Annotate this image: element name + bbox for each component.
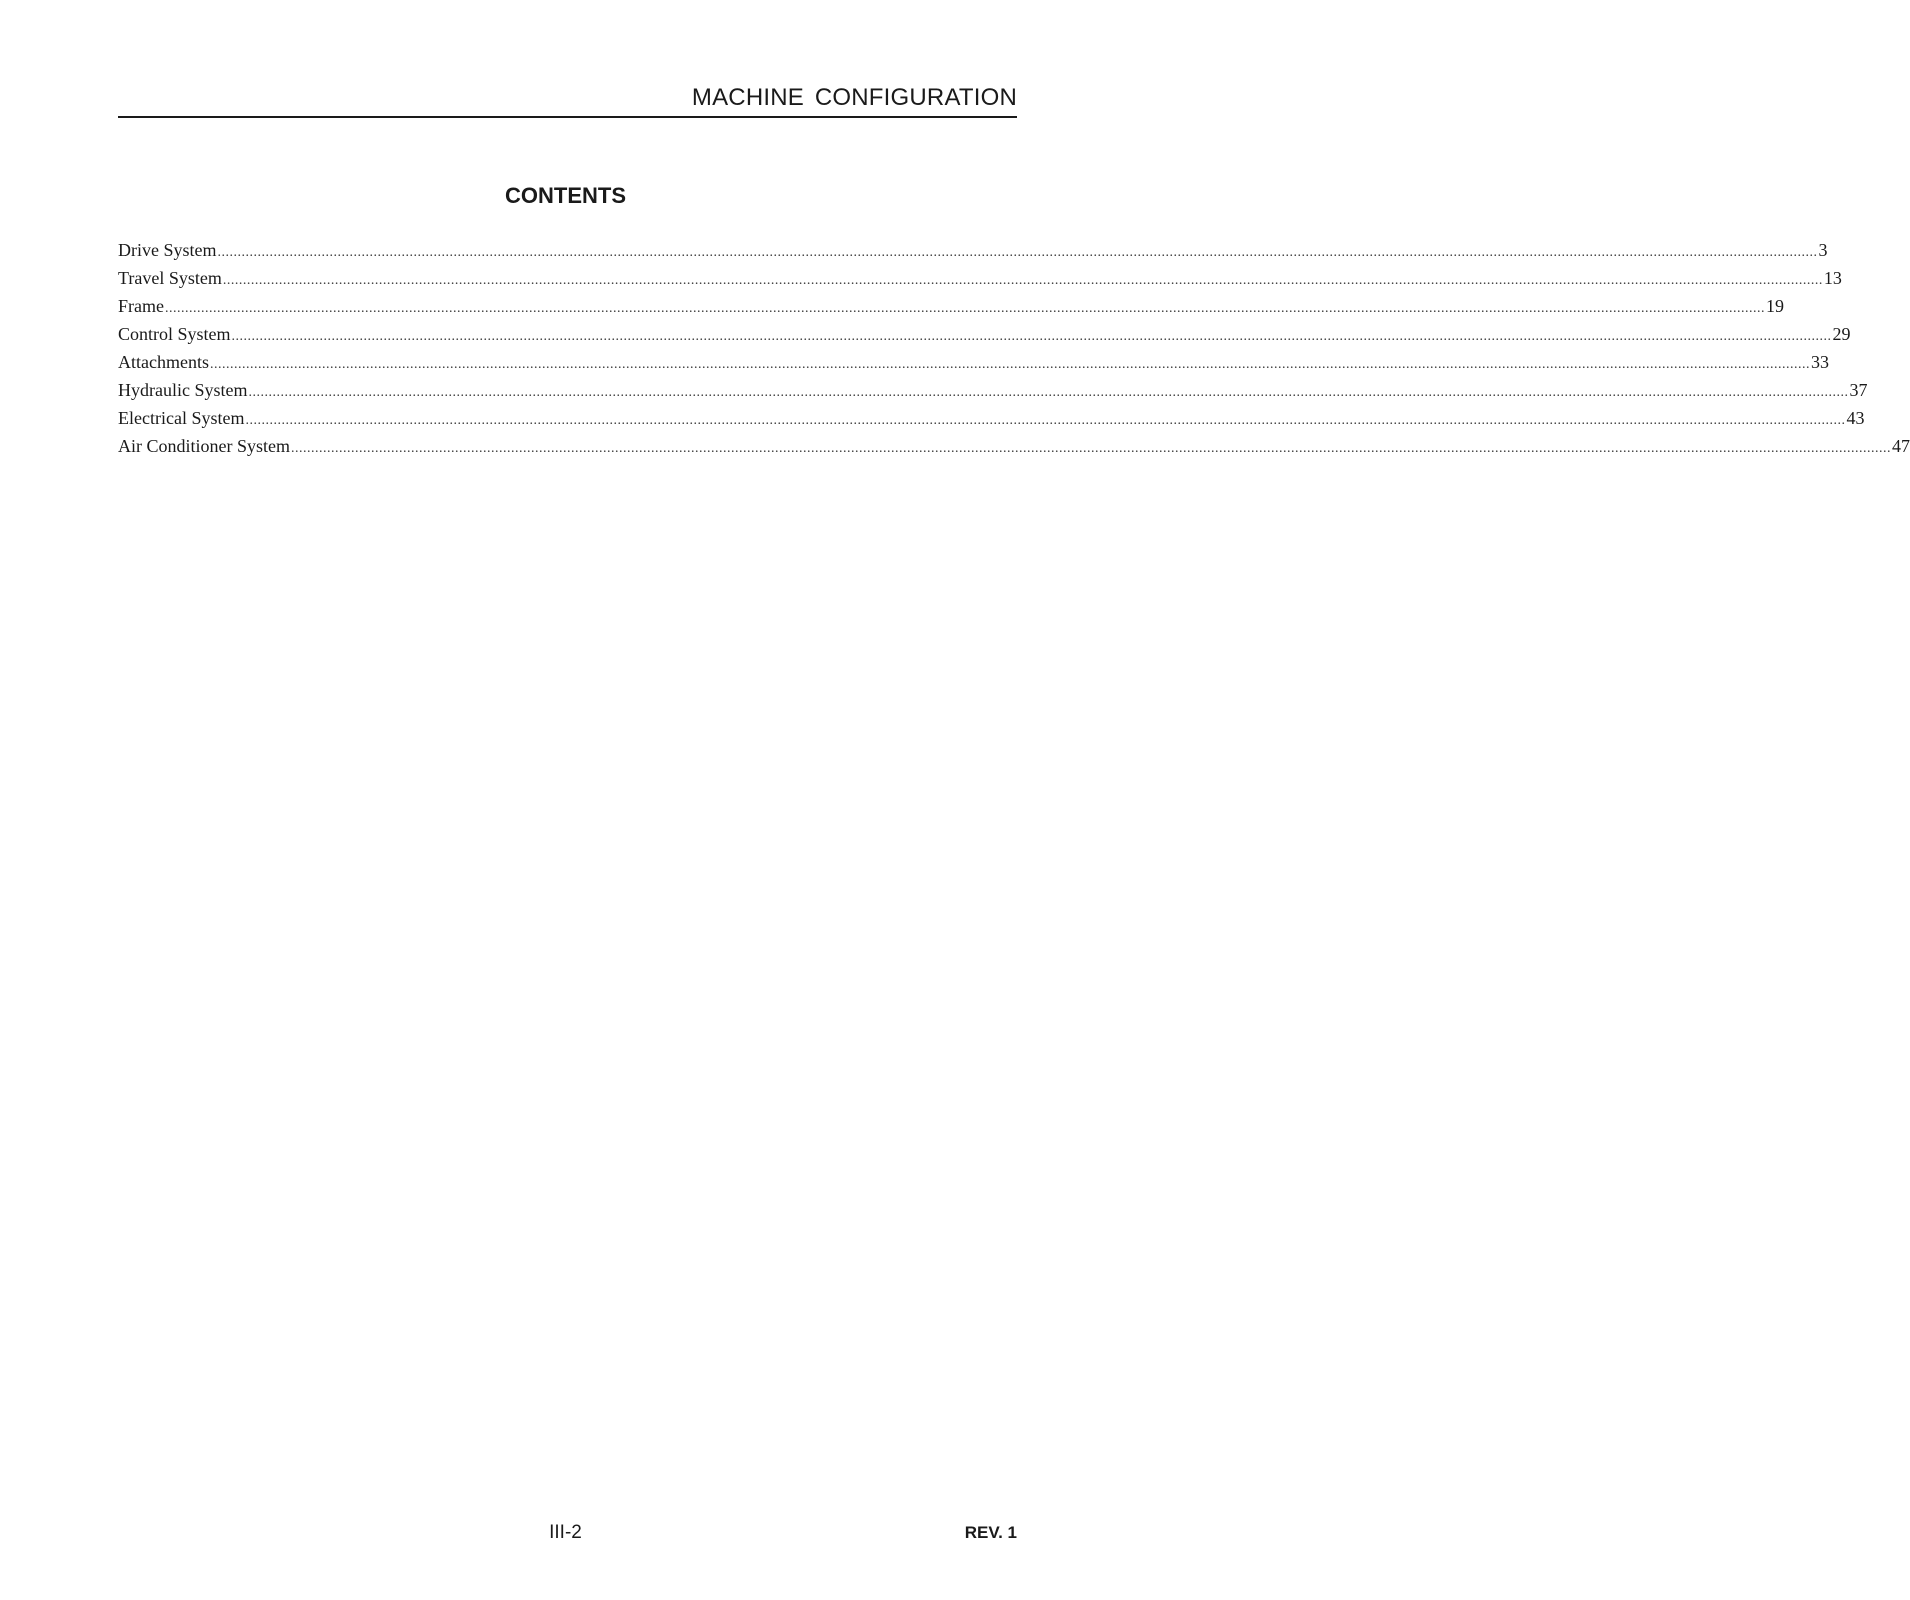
dot-leader: ................................................................................................................................................................................................................................................................................................................................................................................................................	[222, 273, 1823, 288]
toc-entry-page: 3	[1818, 240, 1828, 260]
revision-label: REV. 1	[964, 1523, 1017, 1542]
toc-entry-electrical-system[interactable]	[118, 408, 1865, 436]
toc-entry-page: 33	[1810, 352, 1829, 372]
toc-entry-label: Hydraulic System	[118, 380, 248, 400]
toc-entry-page: 19	[1765, 296, 1784, 316]
toc-entry-attachments[interactable]	[118, 352, 1829, 380]
dot-leader: ................................................................................................................................................................................................................................................................................................................................................................................................................	[164, 301, 1765, 316]
toc-entry-label: Electrical System	[118, 408, 245, 428]
toc-entry-page: 29	[1832, 324, 1851, 344]
dot-leader: ................................................................................................................................................................................................................................................................................................................................................................................................................	[209, 357, 1810, 372]
table-of-contents	[118, 240, 1910, 464]
dot-leader: ................................................................................................................................................................................................................................................................................................................................................................................................................	[245, 413, 1846, 428]
toc-entry-label: Attachments	[118, 352, 209, 372]
toc-entry-label: Control System	[118, 324, 231, 344]
toc-entry-page: 43	[1846, 408, 1865, 428]
toc-entry-page: 47	[1892, 436, 1910, 456]
toc-entry-travel-system[interactable]	[118, 268, 1842, 296]
toc-entry-hydraulic-system[interactable]	[118, 380, 1868, 408]
section-title: MACHINE CONFIGURATION	[691, 84, 1017, 111]
toc-entry-label: Air Conditioner System	[118, 436, 290, 456]
toc-entry-page: 37	[1849, 380, 1868, 400]
dot-leader: ................................................................................................................................................................................................................................................................................................................................................................................................................	[217, 245, 1818, 260]
contents-heading: CONTENTS	[505, 183, 626, 208]
page-number: III-2	[549, 1522, 582, 1543]
toc-entry-control-system[interactable]	[118, 324, 1851, 352]
header-divider	[118, 116, 1017, 118]
toc-entry-label: Frame	[118, 296, 164, 316]
toc-entry-page: 13	[1823, 268, 1842, 288]
toc-entry-label: Travel System	[118, 268, 222, 288]
dot-leader: ................................................................................................................................................................................................................................................................................................................................................................................................................	[248, 385, 1849, 400]
toc-entry-air-conditioner-system[interactable]	[118, 436, 1910, 464]
dot-leader: ................................................................................................................................................................................................................................................................................................................................................................................................................	[291, 441, 1891, 456]
toc-entry-label: Drive System	[118, 240, 217, 260]
dot-leader: ................................................................................................................................................................................................................................................................................................................................................................................................................	[231, 329, 1832, 344]
toc-entry-frame[interactable]	[118, 296, 1784, 324]
toc-entry-drive-system[interactable]	[118, 240, 1828, 268]
